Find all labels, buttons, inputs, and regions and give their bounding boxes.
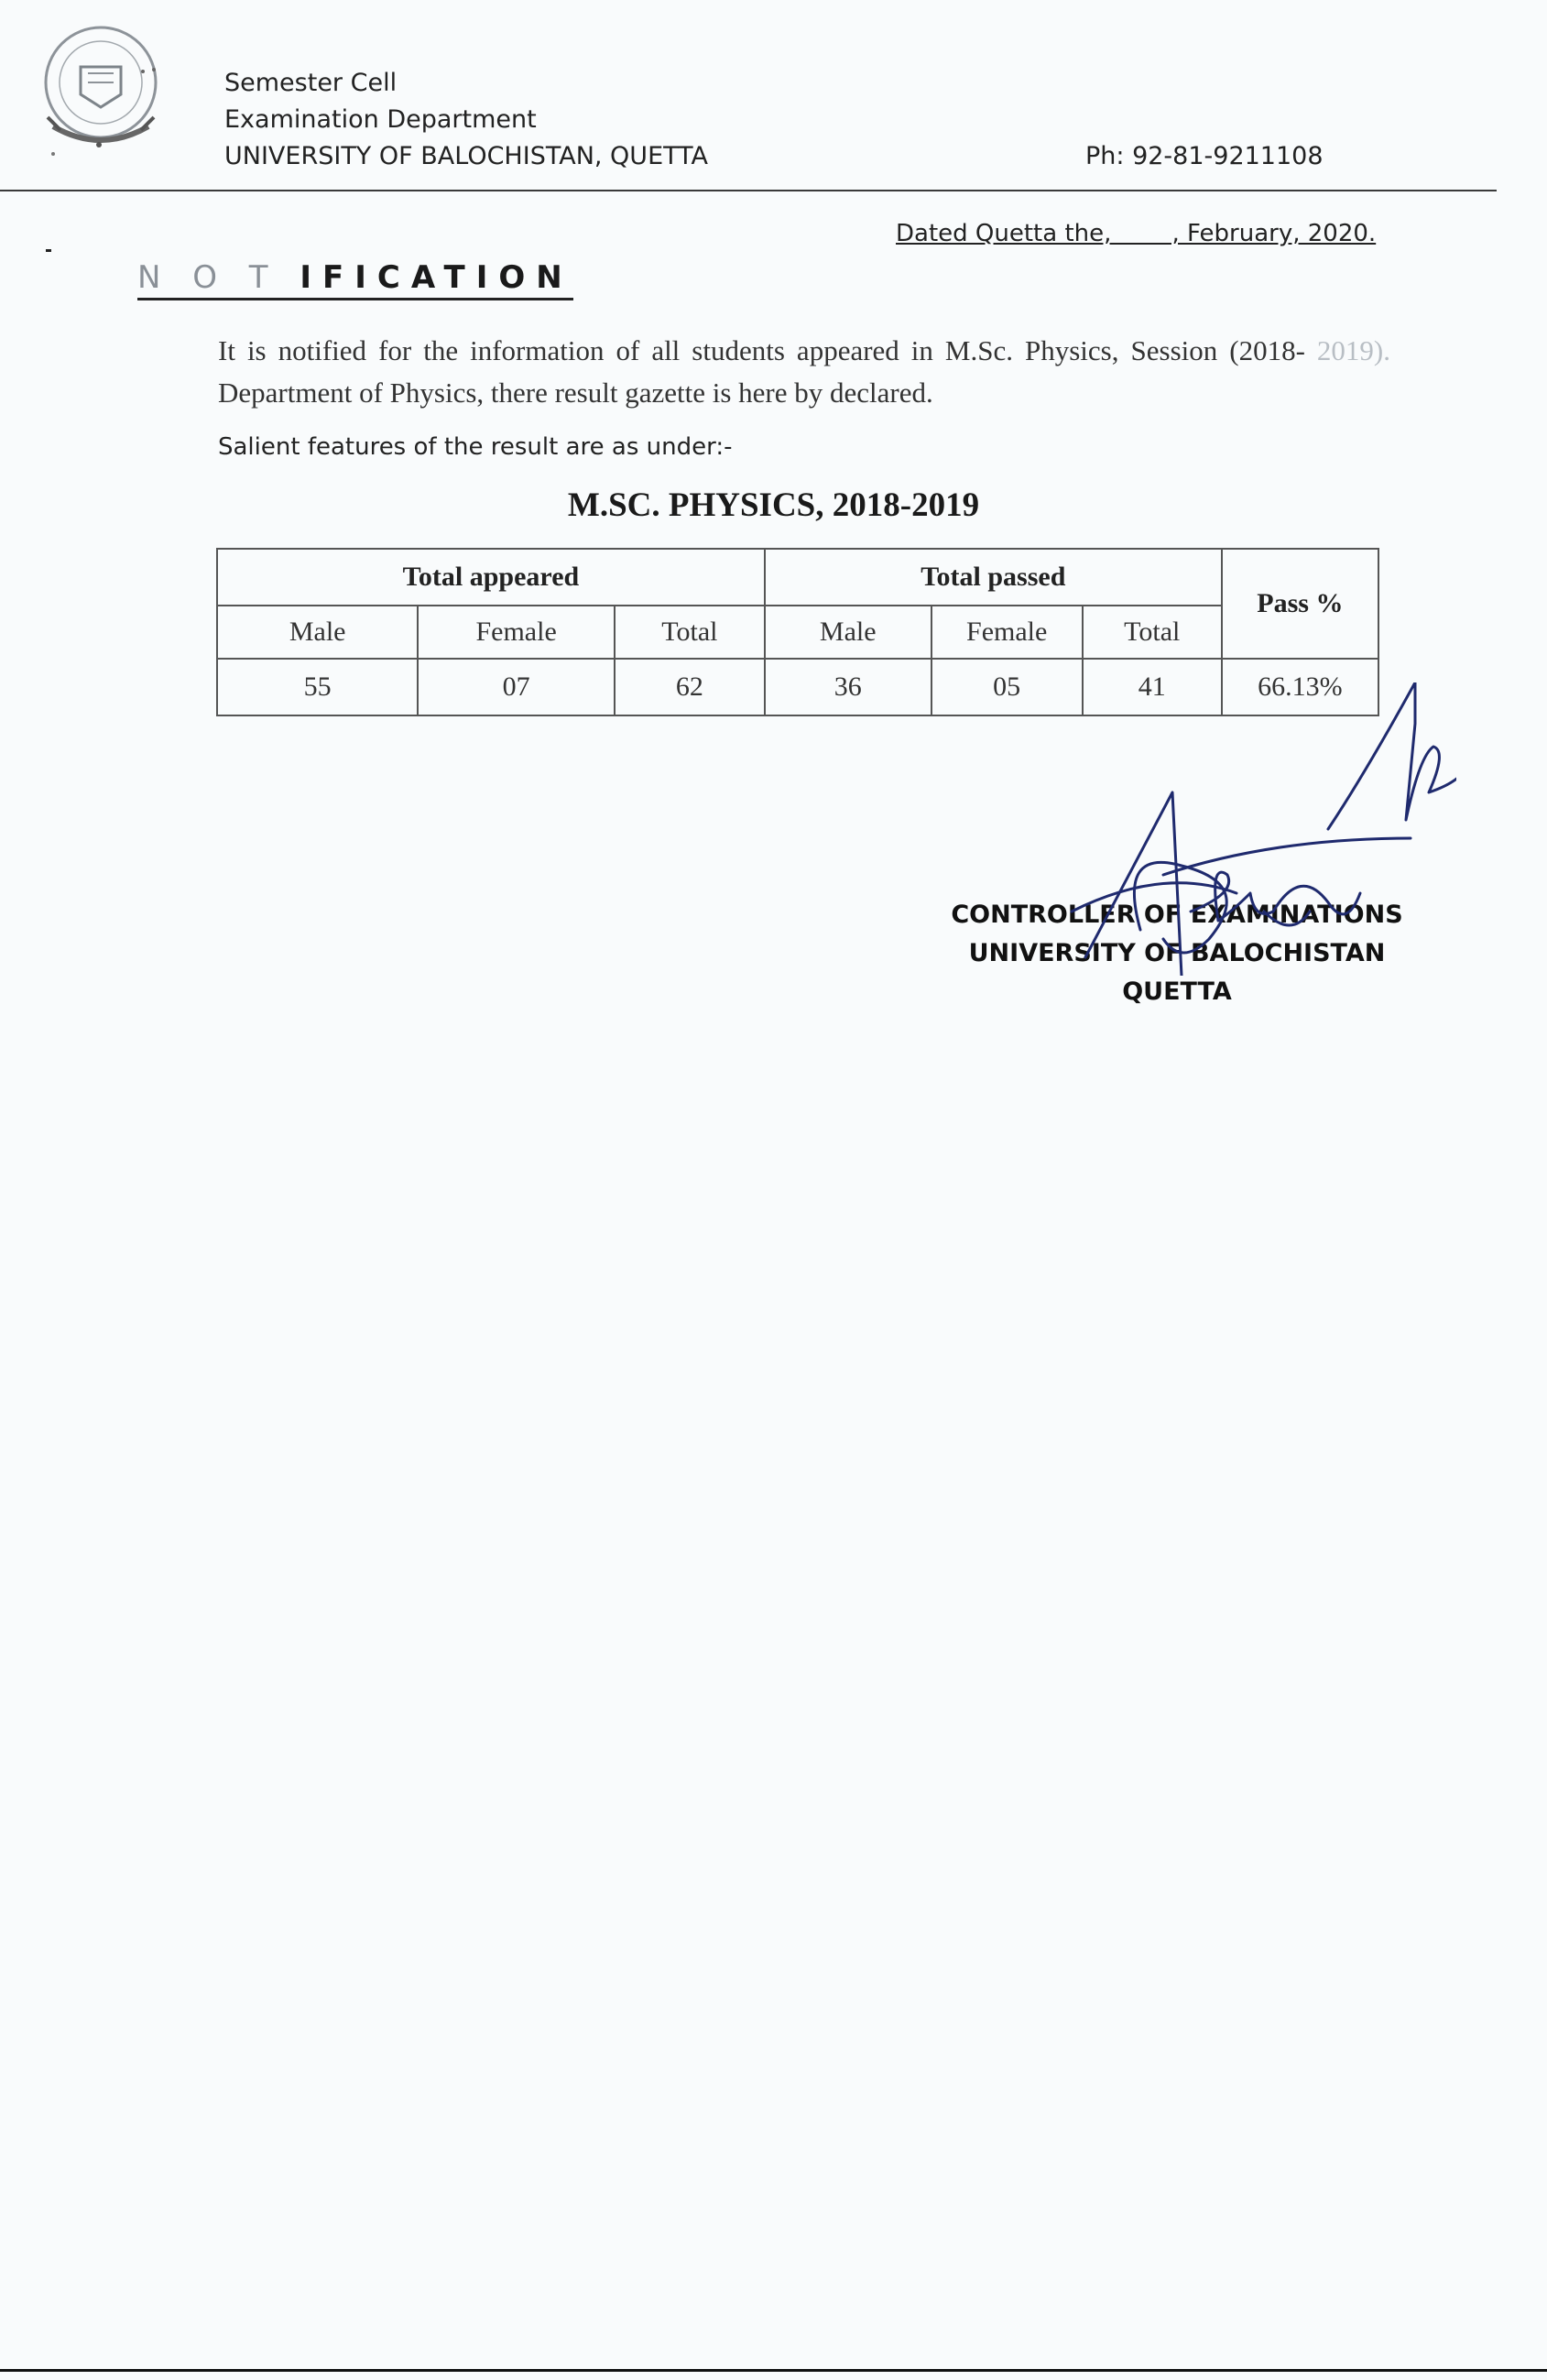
margin-mark — [46, 249, 51, 252]
subheader-appeared-male: Male — [217, 606, 418, 659]
header-total-appeared: Total appeared — [217, 549, 765, 606]
value-appeared-male: 55 — [217, 659, 418, 715]
value-pass-percent: 66.13% — [1222, 659, 1378, 715]
body-text-b: Department of Physics, there result gazette is here by declared. — [218, 377, 933, 409]
dated-line: Dated Quetta the, , February, 2020. — [896, 220, 1377, 247]
body-text-a: It is notified for the information of all students appeared in M.Sc. Physics, Session (2018- — [218, 334, 1305, 366]
header-phone: Ph: 92-81-9211108 — [1085, 142, 1324, 170]
body-text-faint: 2019). — [1316, 334, 1390, 366]
subheader-passed-female: Female — [931, 606, 1083, 659]
footer-rule — [0, 2369, 1547, 2372]
table-subheader-row — [217, 606, 1378, 659]
header-examination-department: Examination Department — [224, 105, 537, 134]
notification-heading — [137, 259, 573, 300]
value-passed-female: 05 — [931, 659, 1083, 715]
result-table-title: M.SC. PHYSICS, 2018-2019 — [567, 486, 980, 524]
header-university-name: UNIVERSITY OF BALOCHISTAN, QUETTA — [224, 142, 709, 170]
subheader-passed-total: Total — [1083, 606, 1222, 659]
subheader-appeared-total: Total — [615, 606, 765, 659]
header-divider — [0, 190, 1497, 191]
subheader-appeared-female: Female — [418, 606, 615, 659]
salient-features-line: Salient features of the result are as under:- — [218, 433, 733, 461]
notification-body — [218, 330, 1390, 414]
table-header-row — [217, 549, 1378, 606]
notification-heading-bold: IFICATION — [300, 259, 573, 296]
value-passed-total: 41 — [1083, 659, 1222, 715]
subheader-passed-male: Male — [765, 606, 931, 659]
header-semester-cell: Semester Cell — [224, 69, 398, 97]
controller-city: QUETTA — [1122, 977, 1232, 1006]
handwritten-signature — [1053, 682, 1456, 976]
value-appeared-female: 07 — [418, 659, 615, 715]
value-passed-male: 36 — [765, 659, 931, 715]
controller-title: CONTROLLER OF EXAMINATIONS — [951, 901, 1403, 929]
header-pass-percent: Pass % — [1222, 549, 1378, 659]
header-total-passed: Total passed — [765, 549, 1222, 606]
university-seal-logo — [35, 16, 172, 168]
controller-university: UNIVERSITY OF BALOCHISTAN — [968, 939, 1386, 967]
notification-heading-faint: N O T — [137, 259, 300, 296]
value-appeared-total: 62 — [615, 659, 765, 715]
